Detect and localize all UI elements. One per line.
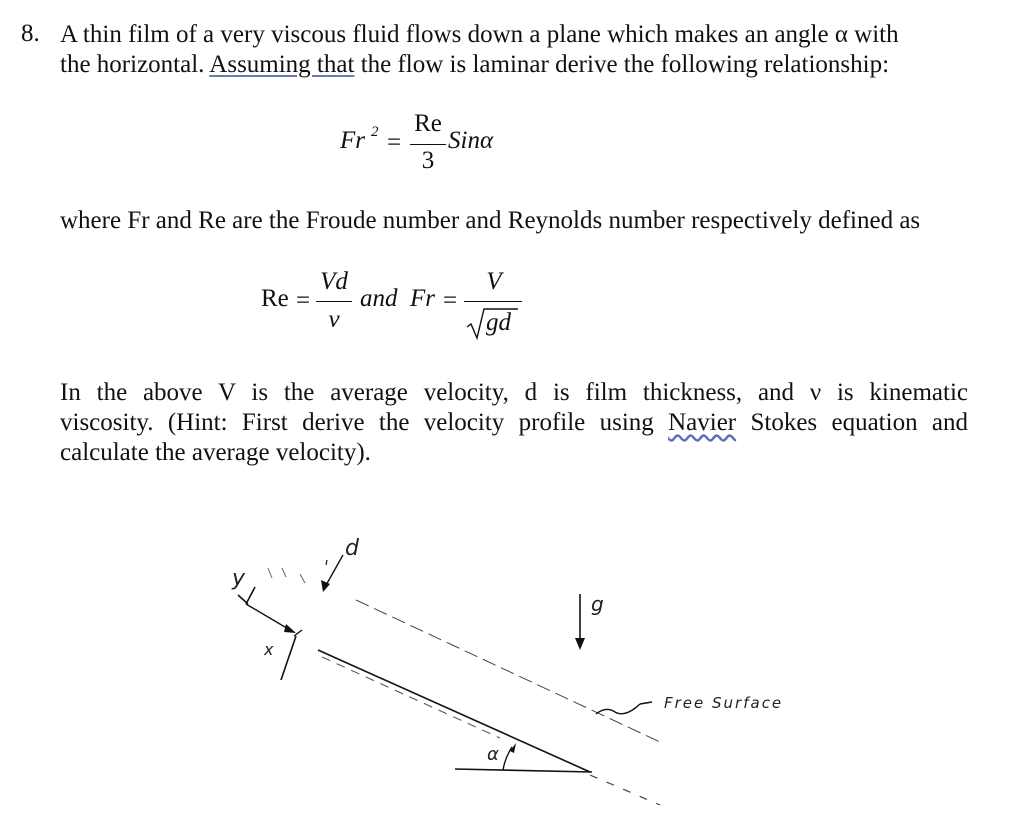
plane-hatch-line (322, 657, 500, 738)
underlined-phrase: Assuming that (209, 51, 355, 78)
eq2-fr-numerator: V (486, 268, 502, 295)
eq1-equals: = (387, 129, 402, 156)
label-g: g (591, 592, 604, 616)
free-surface-label: Free Surface (664, 694, 784, 712)
free-surface-line (356, 600, 660, 742)
spellcheck-word: Navier (668, 409, 737, 436)
horizontal-base-line (455, 769, 592, 772)
eq2-connector: and (360, 285, 398, 312)
eq2-equals: = (296, 287, 311, 314)
eq2-fr-denominator: gd (486, 309, 511, 336)
thickness-arrow (325, 555, 343, 587)
notes-line-2-post: Stokes equation and (736, 409, 968, 436)
label-d: d (345, 536, 359, 561)
eq2-fr-label: Fr (410, 285, 435, 312)
intro-line-1: A thin film of a very viscous fluid flows down a plane which makes an angle α with (60, 21, 899, 48)
eq2-re-label: Re (261, 285, 289, 312)
notes-line-2-pre: viscosity. (Hint: First derive the velocity profile using (60, 409, 669, 436)
notes-line-3: calculate the average velocity). (60, 439, 371, 466)
x-axis-stub (246, 604, 290, 630)
label-alpha: α (487, 744, 499, 765)
eq1-numerator: Re (414, 110, 442, 137)
intro-line-2-pre: the horizontal. (60, 51, 210, 78)
label-y: y (232, 566, 246, 591)
eq2-fr-equals: = (443, 287, 458, 314)
free-surface-pointer (596, 704, 640, 714)
eq2-re-numerator: Vd (320, 268, 348, 295)
eq1-lhs: Fr (340, 127, 365, 154)
x-axis-line (281, 636, 296, 680)
eq2-re-denominator: ν (328, 306, 340, 333)
notes-line-1: In the above V is the average velocity, d is film thickness, and ν is kinematic (60, 379, 968, 406)
eq1-trig: Sinα (448, 127, 494, 154)
problem-number: 8. (21, 20, 40, 47)
definitions-line: where Fr and Re are the Froude number and Reynolds number respectively defined as (60, 207, 921, 234)
eq1-lhs-power: 2 (371, 124, 379, 140)
label-x: x (264, 640, 274, 659)
inclined-plane-line (318, 650, 590, 772)
eq1-denominator: 3 (421, 147, 435, 174)
intro-line-2-post: the flow is laminar derive the following relationship: (354, 51, 890, 78)
free-surface-extension (590, 775, 660, 805)
